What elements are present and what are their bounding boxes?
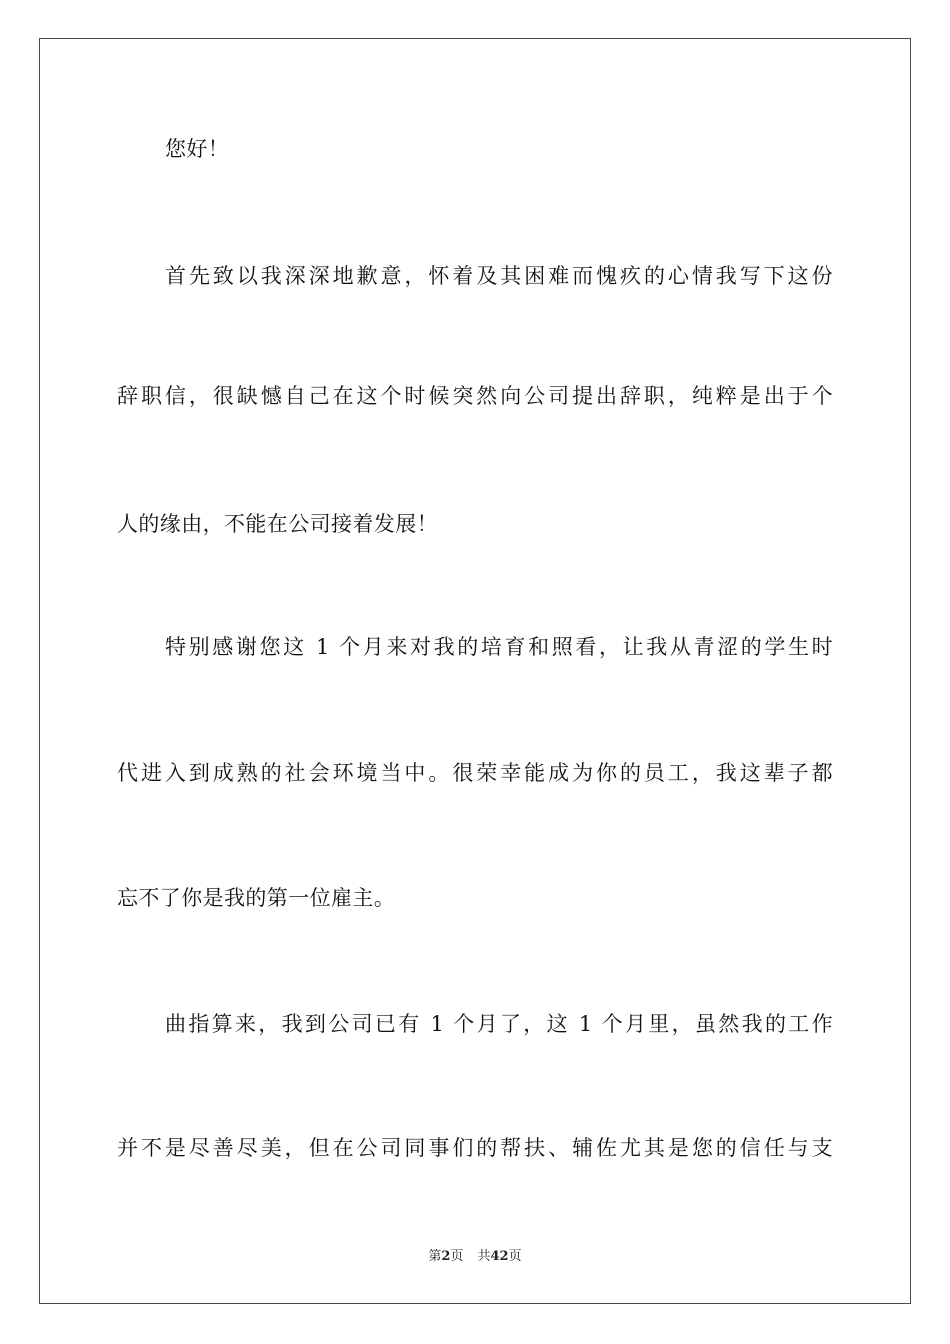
paragraph-2-line-3: 忘不了你是我的第一位雇主。 xyxy=(117,886,396,910)
page-suffix: 页 xyxy=(450,1249,464,1264)
paragraph-3-line-2: 并不是尽善尽美，但在公司同事们的帮扶、辅佐尤其是您的信任与支 xyxy=(117,1136,833,1160)
total-suffix: 页 xyxy=(508,1249,522,1264)
page-prefix: 第 xyxy=(428,1249,442,1264)
paragraph-1-line-3: 人的缘由，不能在公司接着发展！ xyxy=(117,512,438,536)
page-footer xyxy=(0,1248,950,1266)
paragraph-1-line-2: 辞职信，很缺憾自己在这个时候突然向公司提出辞职，纯粹是出于个 xyxy=(117,384,833,408)
paragraph-1-line-1: 首先致以我深深地歉意，怀着及其困难而愧疚的心情我写下这份 xyxy=(165,264,833,288)
page-number: 2 xyxy=(441,1249,451,1264)
paragraph-2-line-1: 特别感谢您这 1 个月来对我的培育和照看，让我从青涩的学生时 xyxy=(165,635,833,659)
total-pages: 42 xyxy=(490,1249,509,1264)
paragraph-3-line-1: 曲指算来，我到公司已有 1 个月了，这 1 个月里，虽然我的工作 xyxy=(165,1012,833,1036)
paragraph-2-line-2: 代进入到成熟的社会环境当中。很荣幸能成为你的员工，我这辈子都 xyxy=(117,761,833,785)
page-border xyxy=(39,38,911,1304)
total-prefix: 共 xyxy=(477,1249,491,1264)
greeting-line: 您好！ xyxy=(165,137,230,161)
